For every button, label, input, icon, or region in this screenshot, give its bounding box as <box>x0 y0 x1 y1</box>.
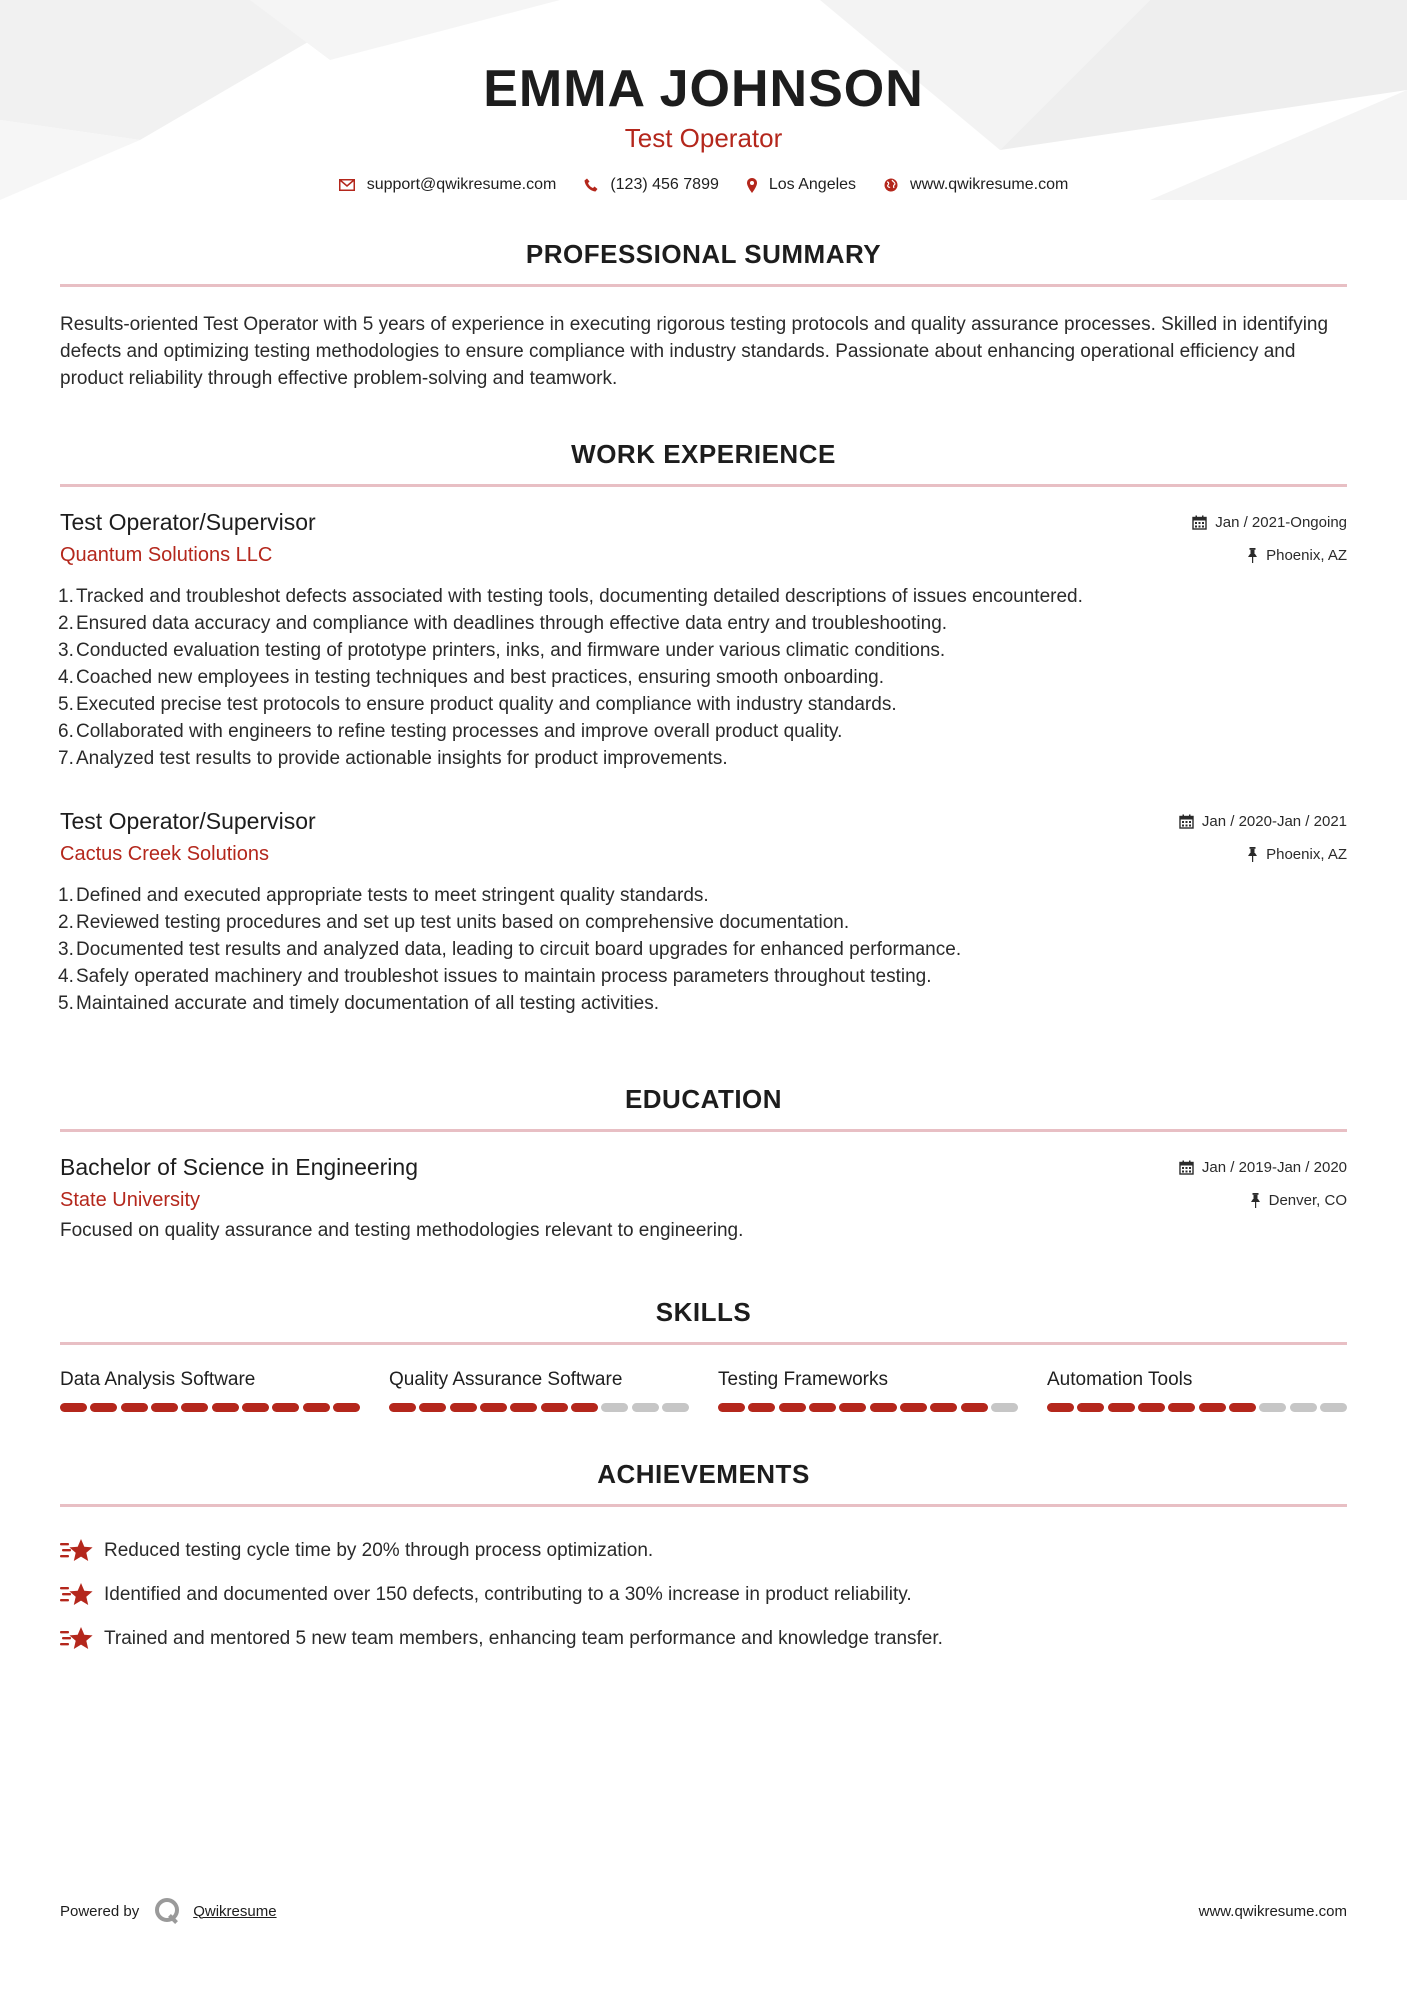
education-entry <box>60 1154 1347 1242</box>
job-company: Cactus Creek Solutions <box>60 843 269 865</box>
skill-segment-filled <box>1047 1403 1074 1412</box>
skill-segment-filled <box>121 1403 148 1412</box>
list-item-text: Maintained accurate and timely documentation of all testing activities. <box>76 993 659 1014</box>
skill-segment-filled <box>809 1403 836 1412</box>
skills-divider <box>60 1342 1347 1345</box>
contact-website-text: www.qwikresume.com <box>910 176 1069 193</box>
school-name: State University <box>60 1189 201 1211</box>
candidate-name: EMMA JOHNSON <box>483 60 924 118</box>
list-item <box>60 1573 1347 1617</box>
skill-segment-filled <box>1199 1403 1226 1412</box>
calendar-icon <box>1192 515 1207 530</box>
skill-level-bar <box>60 1403 360 1412</box>
list-item-text: Safely operated machinery and troubleshot issues to maintain process parameters throughout testing. <box>76 966 932 987</box>
skill-segment-empty <box>601 1403 628 1412</box>
skills-section <box>60 1296 1347 1412</box>
contact-website[interactable] <box>884 176 1068 194</box>
footer-website[interactable]: www.qwikresume.com <box>1198 1902 1347 1920</box>
skill-item <box>60 1369 360 1412</box>
skill-segment-filled <box>303 1403 330 1412</box>
skill-segment-filled <box>839 1403 866 1412</box>
job-location <box>1247 547 1347 564</box>
skill-segment-empty <box>662 1403 689 1412</box>
skill-segment-filled <box>961 1403 988 1412</box>
skill-segment-filled <box>389 1403 416 1412</box>
list-item-text: Analyzed test results to provide actionable insights for product improvements. <box>76 748 728 769</box>
skill-segment-filled <box>779 1403 806 1412</box>
skill-item <box>1047 1369 1347 1412</box>
achievements-section <box>60 1458 1347 1661</box>
list-item: 3. Conducted evaluation testing of prototype printers, inks, and firmware under various climatic conditions. <box>58 640 946 661</box>
list-item-text: Tracked and troubleshot defects associated with testing tools, documenting detailed descriptions of issues encountered. <box>76 586 1083 607</box>
skills-grid <box>60 1369 1347 1412</box>
skill-segment-filled <box>480 1403 507 1412</box>
skill-segment-filled <box>718 1403 745 1412</box>
education-section <box>60 1083 1347 1242</box>
phone-icon <box>584 178 598 192</box>
skill-level-bar <box>1047 1403 1347 1412</box>
experience-section <box>60 438 1347 1017</box>
skill-item <box>718 1369 1018 1412</box>
education-location-text: Denver, CO <box>1268 1192 1347 1209</box>
skill-segment-filled <box>1077 1403 1104 1412</box>
pushpin-icon <box>1247 548 1258 563</box>
powered-by <box>60 1896 277 1926</box>
experience-divider <box>60 484 1347 487</box>
achievements-list <box>60 1529 1347 1661</box>
job-dates-text: Jan / 2021-Ongoing <box>1215 514 1347 531</box>
job-entry <box>60 509 1347 772</box>
calendar-icon <box>1179 814 1194 829</box>
skill-segment-empty <box>1259 1403 1286 1412</box>
list-item: 3. Documented test results and analyzed data, leading to circuit board upgrades for enhanced performance. <box>58 939 962 960</box>
skill-segment-filled <box>181 1403 208 1412</box>
achievement-text: Trained and mentored 5 new team members, enhancing team performance and knowledge transfer. <box>104 1628 943 1649</box>
skill-name: Data Analysis Software <box>60 1369 256 1390</box>
skill-level-bar <box>718 1403 1018 1412</box>
education-location <box>1250 1192 1347 1209</box>
resume-header <box>60 0 1347 194</box>
skill-segment-filled <box>272 1403 299 1412</box>
skill-segment-filled <box>450 1403 477 1412</box>
skill-segment-filled <box>571 1403 598 1412</box>
job-entry <box>60 808 1347 1017</box>
list-item: 1. Tracked and troubleshot defects associated with testing tools, documenting detailed descriptions of issues encountered. <box>58 586 1083 607</box>
skill-segment-filled <box>60 1403 87 1412</box>
skill-segment-empty <box>991 1403 1018 1412</box>
education-dates-text: Jan / 2019-Jan / 2020 <box>1201 1159 1347 1176</box>
skill-segment-filled <box>1138 1403 1165 1412</box>
pushpin-icon <box>1250 1193 1261 1208</box>
list-item: 1. Defined and executed appropriate tests to meet stringent quality standards. <box>58 885 709 906</box>
pushpin-icon <box>1247 847 1258 862</box>
list-item <box>60 1617 1347 1661</box>
contact-phone-text: (123) 456 7899 <box>610 176 719 193</box>
contact-email[interactable] <box>339 176 557 194</box>
skill-segment-filled <box>930 1403 957 1412</box>
list-item: 4. Safely operated machinery and troubleshot issues to maintain process parameters throughout testing. <box>58 966 932 987</box>
shooting-star-icon <box>60 1626 94 1652</box>
qwikresume-link[interactable]: Qwikresume <box>193 1902 277 1920</box>
skill-name: Quality Assurance Software <box>389 1369 623 1390</box>
globe-icon <box>884 178 898 192</box>
achievement-text: Reduced testing cycle time by 20% through process optimization. <box>104 1540 654 1561</box>
list-item: 2. Ensured data accuracy and compliance with deadlines through effective data entry and troubleshooting. <box>58 613 948 634</box>
skill-segment-filled <box>212 1403 239 1412</box>
education-description: Focused on quality assurance and testing methodologies relevant to engineering. <box>60 1220 744 1241</box>
list-item: 7. Analyzed test results to provide actionable insights for product improvements. <box>58 748 728 769</box>
envelope-icon <box>339 179 355 191</box>
job-company: Quantum Solutions LLC <box>60 544 273 566</box>
achievements-divider <box>60 1504 1347 1507</box>
map-pin-icon <box>747 178 757 193</box>
job-bullets <box>60 583 1347 772</box>
candidate-role: Test Operator <box>624 123 783 153</box>
skill-segment-empty <box>632 1403 659 1412</box>
achievement-text: Identified and documented over 150 defects, contributing to a 30% increase in product reliability. <box>104 1584 912 1605</box>
contact-phone[interactable] <box>584 176 719 194</box>
calendar-icon <box>1179 1160 1194 1175</box>
list-item: 4. Coached new employees in testing techniques and best practices, ensuring smooth onboarding. <box>58 667 885 688</box>
list-item-text: Executed precise test protocols to ensure product quality and compliance with industry standards. <box>76 694 897 715</box>
job-bullets <box>60 882 1347 1017</box>
list-item <box>60 1529 1347 1573</box>
list-item-text: Defined and executed appropriate tests to meet stringent quality standards. <box>76 885 709 906</box>
skill-segment-filled <box>510 1403 537 1412</box>
skill-level-bar <box>389 1403 689 1412</box>
skills-title: SKILLS <box>655 1297 752 1327</box>
shooting-star-icon <box>60 1582 94 1608</box>
skill-segment-filled <box>242 1403 269 1412</box>
skill-segment-empty <box>1290 1403 1317 1412</box>
summary-divider <box>60 284 1347 287</box>
powered-by-label: Powered by <box>60 1902 140 1920</box>
skill-segment-filled <box>1108 1403 1135 1412</box>
list-item: 5. Maintained accurate and timely documentation of all testing activities. <box>58 993 659 1014</box>
list-item-text: Ensured data accuracy and compliance with deadlines through effective data entry and troubleshooting. <box>76 613 948 634</box>
education-divider <box>60 1129 1347 1132</box>
achievements-title: ACHIEVEMENTS <box>597 1459 810 1489</box>
job-location <box>1247 846 1347 863</box>
contact-bar <box>60 176 1347 194</box>
skill-segment-filled <box>870 1403 897 1412</box>
summary-title: PROFESSIONAL SUMMARY <box>525 239 882 269</box>
summary-text: Results-oriented Test Operator with 5 years of experience in executing rigorous testing protocols and quality assurance processes. Skilled in identifying defects and optimizing testing methodologies to ensure compliance with industry standards. Passionate about enhancing operational efficiency and product reliability through effective problem-solving and teamwork. <box>60 314 1329 389</box>
list-item: 2. Reviewed testing procedures and set up test units based on comprehensive documentation. <box>58 912 850 933</box>
skill-segment-filled <box>541 1403 568 1412</box>
skill-name: Automation Tools <box>1047 1369 1193 1390</box>
skill-segment-filled <box>151 1403 178 1412</box>
skill-name: Testing Frameworks <box>718 1369 888 1390</box>
list-item-text: Coached new employees in testing techniques and best practices, ensuring smooth onboarding. <box>76 667 885 688</box>
page-footer <box>60 1896 1347 1926</box>
job-title: Test Operator/Supervisor <box>60 509 316 535</box>
contact-location <box>747 176 856 194</box>
skill-segment-filled <box>90 1403 117 1412</box>
qwikresume-logo-icon <box>153 1896 183 1926</box>
summary-section <box>60 238 1347 392</box>
skill-segment-filled <box>900 1403 927 1412</box>
shooting-star-icon <box>60 1538 94 1564</box>
skill-segment-filled <box>419 1403 446 1412</box>
list-item-text: Reviewed testing procedures and set up test units based on comprehensive documentation. <box>76 912 850 933</box>
contact-location-text: Los Angeles <box>768 176 857 193</box>
degree-title: Bachelor of Science in Engineering <box>60 1154 419 1180</box>
skill-segment-filled <box>748 1403 775 1412</box>
skill-segment-filled <box>333 1403 360 1412</box>
list-item: 6. Collaborated with engineers to refine testing processes and improve overall product quality. <box>58 721 843 742</box>
education-title: EDUCATION <box>624 1084 783 1114</box>
list-item: 5. Executed precise test protocols to ensure product quality and compliance with industry standards. <box>58 694 897 715</box>
skill-segment-empty <box>1320 1403 1347 1412</box>
education-dates <box>1179 1159 1347 1176</box>
job-dates <box>1192 514 1347 531</box>
job-dates-text: Jan / 2020-Jan / 2021 <box>1201 813 1347 830</box>
job-dates <box>1179 813 1347 830</box>
job-title: Test Operator/Supervisor <box>60 808 316 834</box>
skill-segment-filled <box>1168 1403 1195 1412</box>
job-location-text: Phoenix, AZ <box>1266 547 1347 564</box>
list-item-text: Conducted evaluation testing of prototype printers, inks, and firmware under various climatic conditions. <box>76 640 946 661</box>
contact-email-text: support@qwikresume.com <box>366 176 557 193</box>
job-location-text: Phoenix, AZ <box>1266 846 1347 863</box>
skill-segment-filled <box>1229 1403 1256 1412</box>
experience-title: WORK EXPERIENCE <box>571 439 836 469</box>
skill-item <box>389 1369 689 1412</box>
list-item-text: Documented test results and analyzed data, leading to circuit board upgrades for enhanced performance. <box>76 939 962 960</box>
list-item-text: Collaborated with engineers to refine testing processes and improve overall product quality. <box>76 721 843 742</box>
